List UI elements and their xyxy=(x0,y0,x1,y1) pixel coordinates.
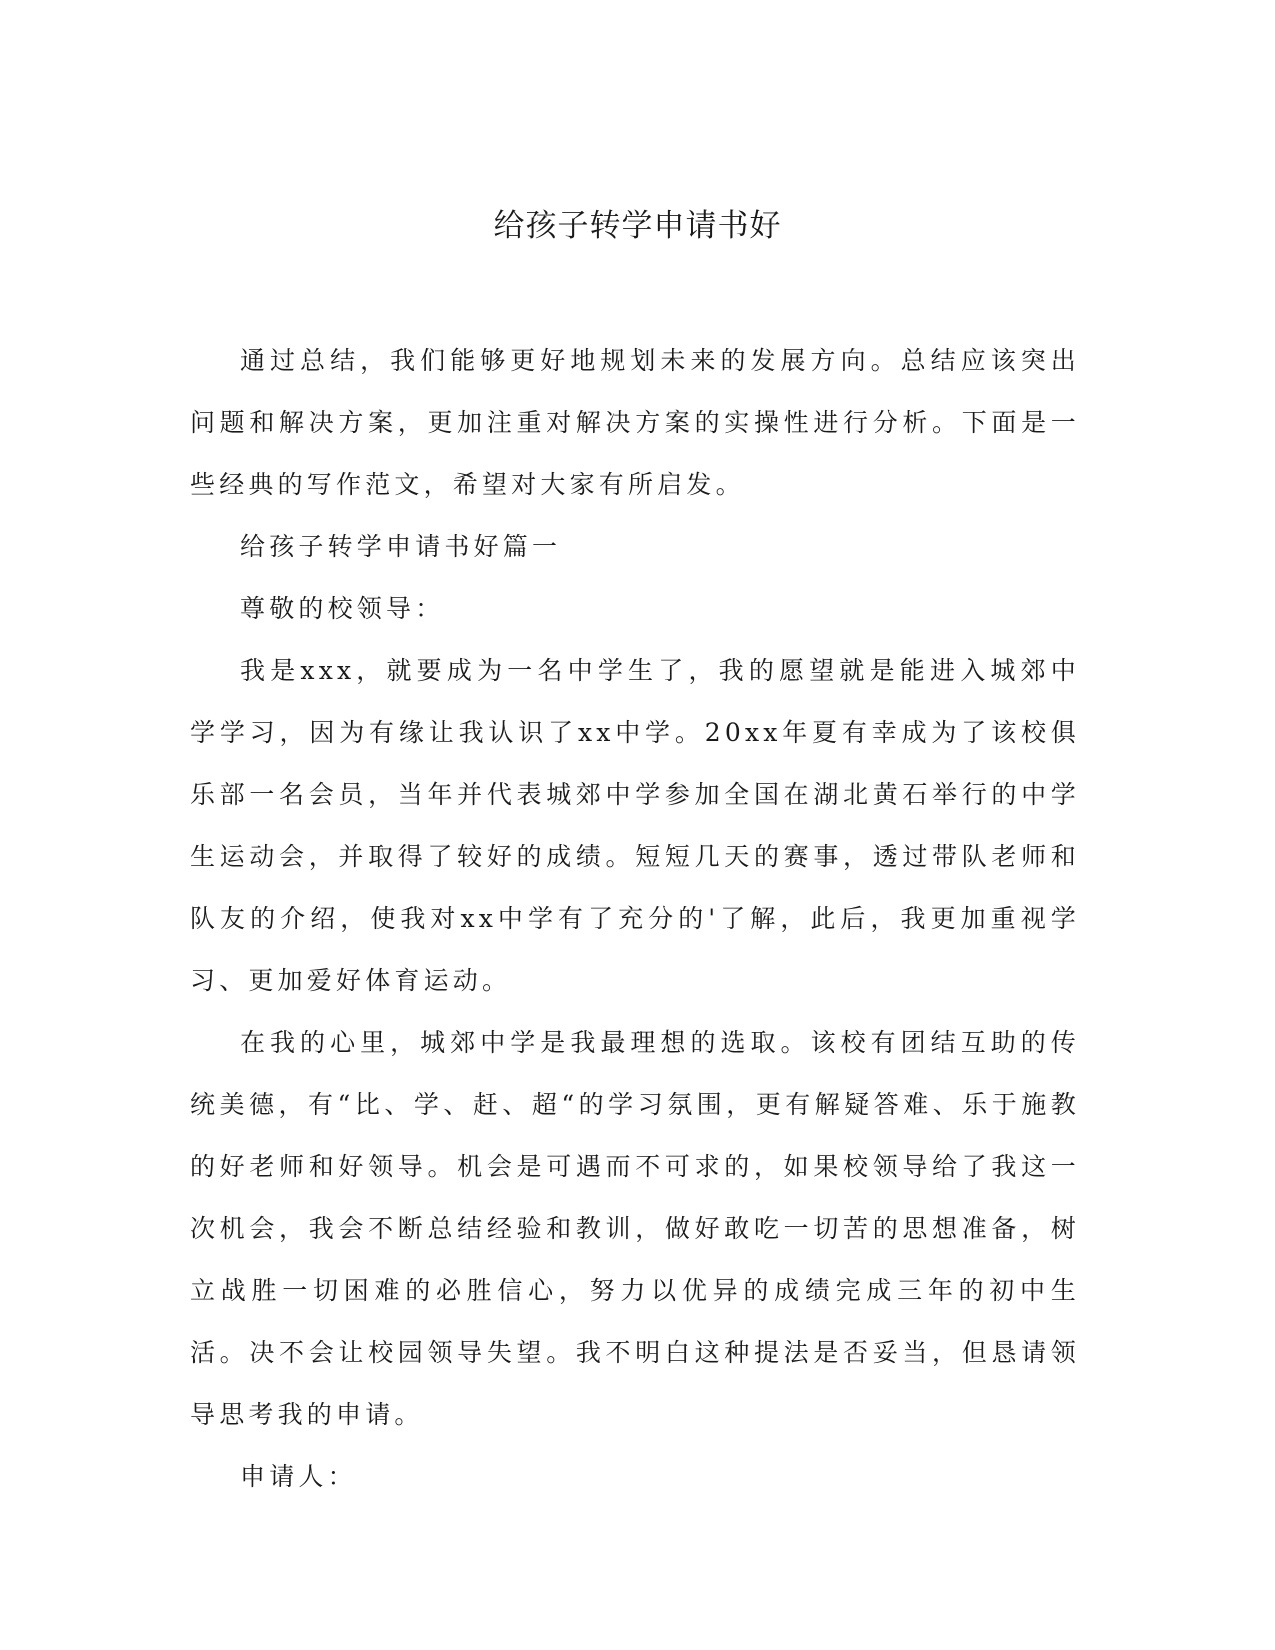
section-heading: 给孩子转学申请书好篇一 xyxy=(240,532,562,561)
body-paragraph: 在我的心里，城郊中学是我最理想的选取。该校有团结互助的传统美德，有“比、学、赶、超“的学习氛围，更有解疑答难、乐于施教的好老师和好领导。机会是可遇而不可求的，如果校领导给了我这一次机会，我会不断总结经验和教训，做好敢吃一切苦的思想准备，树立战胜一切困难的必胜信心，努力以优异的成绩完成三年的初中生活。决不会让校园领导失望。我不明白这种提法是否妥当，但恳请领导思考我的申请。 xyxy=(190,1028,1080,1429)
document-body xyxy=(190,330,1080,1508)
signature-line: 申请人： xyxy=(240,1462,357,1491)
intro-paragraph: 通过总结，我们能够更好地规划未来的发展方向。总结应该突出问题和解决方案，更加注重对解决方案的实操性进行分析。下面是一些经典的写作范文，希望对大家有所启发。 xyxy=(190,346,1080,499)
body-paragraph: 我是xxx，就要成为一名中学生了，我的愿望就是能进入城郊中学学习，因为有缘让我认识了xx中学。20xx年夏有幸成为了该校俱乐部一名会员，当年并代表城郊中学参加全国在湖北黄石举行的中学生运动会，并取得了较好的成绩。短短几天的赛事，透过带队老师和队友的介绍，使我对xx中学有了充分的'了解，此后，我更加重视学习、更加爱好体育运动。 xyxy=(190,656,1080,995)
salutation: 尊敬的校领导： xyxy=(240,594,445,623)
document-title: 给孩子转学申请书好 xyxy=(493,208,782,244)
